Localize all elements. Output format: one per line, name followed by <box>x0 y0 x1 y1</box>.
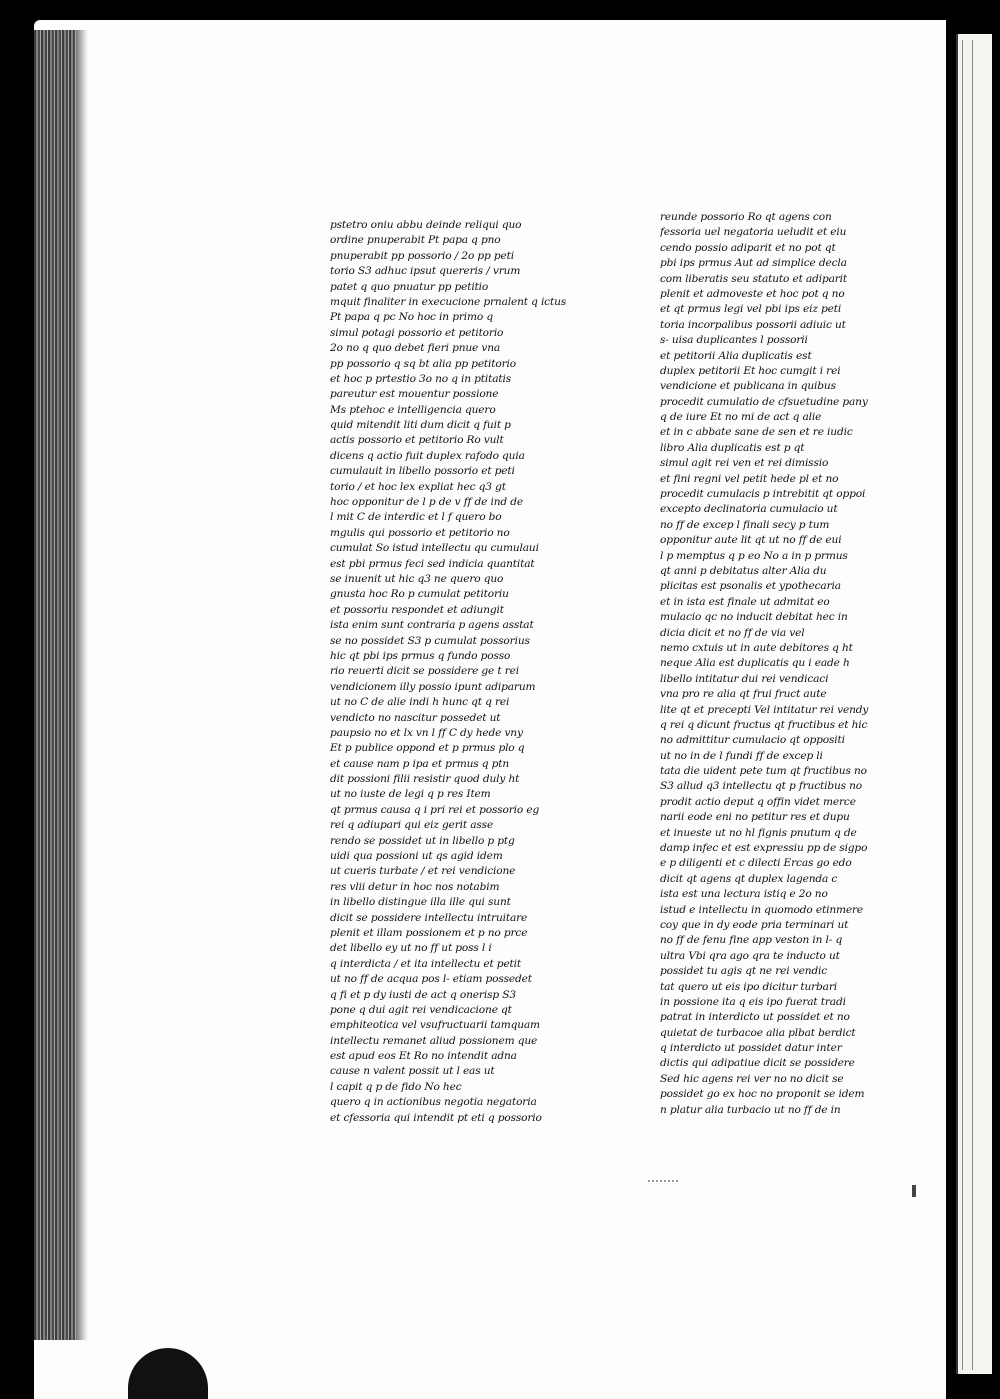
manuscript-line: et petitorii Alia duplicatis est <box>660 349 812 362</box>
manuscript-line: vendicto no nascitur possedet ut <box>330 711 501 724</box>
manuscript-line: q fi et p dy iusti de act q onerisp S3 <box>330 988 516 1001</box>
manuscript-line: et cfessoria qui intendit pt eti q possorio <box>330 1111 542 1124</box>
manuscript-line: torio S3 adhuc ipsut quereris / vrum <box>330 265 521 278</box>
manuscript-line: ut no iuste de legi q p res Item <box>330 788 491 801</box>
manuscript-line: no ff de excep l finali secy p tum <box>660 518 830 531</box>
manuscript-line: plenit et illam possionem et p no prce <box>330 926 528 939</box>
manuscript-line: gnusta hoc Ro p cumulat petitoriu <box>330 588 509 601</box>
manuscript-line: pnuperabit pp possorio / 2o pp peti <box>330 249 514 262</box>
manuscript-line: tata die uident pete tum qt fructibus no <box>660 765 867 778</box>
manuscript-line: in possione ita q eis ipo fuerat tradi <box>660 995 846 1008</box>
manuscript-line: pone q dui agit rei vendicacione qt <box>330 1003 512 1016</box>
manuscript-line: intellectu remanet aliud possionem que <box>330 1034 538 1047</box>
manuscript-line: ista est una lectura istiq e 2o no <box>660 888 828 901</box>
manuscript-line: S3 allud q3 intellectu qt p fructibus no <box>660 780 863 793</box>
manuscript-line: vendicionem illy possio ipunt adiparum <box>330 680 536 693</box>
manuscript-line: rei q adiupari qui eiz gerit asse <box>330 819 494 832</box>
manuscript-line: Et p publice oppond et p prmus plo q <box>330 742 525 755</box>
manuscript-line: pstetro oniu abbu deinde reliqui quo <box>330 219 522 231</box>
manuscript-line: istud e intellectu in quomodo etinmere <box>660 903 864 916</box>
manuscript-line: res vlii detur in hoc nos notabim <box>330 880 500 893</box>
manuscript-line: simul potagi possorio et petitorio <box>330 326 504 339</box>
manuscript-line: et in c abbate sane de sen et re iudic <box>660 426 853 439</box>
manuscript-line: narii eode eni no petitur res et dupu <box>660 811 850 824</box>
manuscript-line: dicit qt agens qt duplex lagenda c <box>660 872 838 885</box>
manuscript-line: se inuenit ut hic q3 ne quero quo <box>330 572 504 585</box>
manuscript-line: torio / et hoc lex expliat hec q3 gt <box>330 480 506 493</box>
manuscript-line: quid mitendit liti dum dicit q fuit p <box>330 419 511 432</box>
manuscript-line: coy que in dy eode pria terminari ut <box>660 918 849 931</box>
manuscript-line: ultra Vbi qra ago qra te inducto ut <box>660 949 840 962</box>
manuscript-line: hoc opponitur de l p de v ff de ind de <box>330 496 523 509</box>
manuscript-line: ut no ff de acqua pos l- etiam possedet <box>330 973 532 986</box>
manuscript-line: mgulis qui possorio et petitorio no <box>330 526 510 539</box>
manuscript-line: no ff de fenu fine app veston in l- q <box>660 934 843 947</box>
manuscript-line: dicia dicit et no ff de via vel <box>660 626 805 639</box>
manuscript-line: est pbi prmus feci sed indicia quantitat <box>330 557 535 570</box>
manuscript-line: ordine pnuperabit Pt papa q pno <box>330 234 501 247</box>
manuscript-line: cumulauit in libello possorio et peti <box>330 465 515 478</box>
manuscript-line: actis possorio et petitorio Ro vult <box>330 434 504 447</box>
manuscript-line: pp possorio q sq bt alia pp petitorio <box>330 357 516 370</box>
manuscript-line: hic qt pbi ips prmus q fundo posso <box>330 649 511 662</box>
right-text-column <box>660 210 928 1118</box>
manuscript-line: dicit se possidere intellectu intruitare <box>330 911 528 924</box>
manuscript-line: 2o no q quo debet fieri pnue vna <box>330 342 501 355</box>
right-edge-line <box>972 40 973 1370</box>
manuscript-line: lite qt et precepti Vel intitatur rei vendy <box>660 703 869 716</box>
manuscript-line: ut no C de alie indi h hunc qt q rei <box>330 696 510 709</box>
manuscript-line: excepto declinatoria cumulacio ut <box>660 503 838 516</box>
manuscript-line: duplex petitorii Et hoc cumgit i rei <box>660 364 841 377</box>
manuscript-line: et hoc p prtestio 3o no q in ptitatis <box>330 372 512 385</box>
manuscript-line: q interdicta / et ita intellectu et petit <box>330 957 522 970</box>
manuscript-line: tat quero ut eis ipo dicitur turbari <box>660 980 838 993</box>
manuscript-line: neque Alia est duplicatis qu i eade h <box>660 657 850 670</box>
manuscript-line: qt anni p debitatus alter Alia du <box>660 564 827 577</box>
manuscript-line: se no possidet S3 p cumulat possorius <box>330 634 530 647</box>
manuscript-line: cendo possio adiparit et no pot qt <box>660 241 836 254</box>
manuscript-line: paupsio no et lx vn l ff C dy hede vny <box>330 726 523 739</box>
manuscript-line: l capit q p de fido No hec <box>330 1080 462 1093</box>
manuscript-line: procedit cumulatio de cfsuetudine pany <box>660 395 868 408</box>
manuscript-line: damp infec et est expressiu pp de sigpo <box>660 842 868 855</box>
manuscript-line: patrat in interdicto ut possidet et no <box>660 1011 850 1024</box>
manuscript-line: et in ista est finale ut admitat eo <box>660 595 830 608</box>
right-edge-line <box>962 40 963 1370</box>
manuscript-line: cumulat So istud intellectu qu cumulaui <box>330 542 539 555</box>
manuscript-line: toria incorpalibus possorii adiuic ut <box>660 318 846 331</box>
manuscript-line: libro Alia duplicatis est p qt <box>660 441 805 454</box>
manuscript-line: quietat de turbacoe alia plbat berdict <box>660 1026 856 1039</box>
manuscript-line: ista enim sunt contraria p agens asstat <box>330 619 534 632</box>
manuscript-line: simul agit rei ven et rei dimissio <box>660 457 829 470</box>
manuscript-line: possidet go ex hoc no proponit se idem <box>660 1088 865 1101</box>
manuscript-line: et fini regni vel petit hede pl et no <box>660 472 839 485</box>
manuscript-line: cause n valent possit ut l eas ut <box>330 1065 495 1078</box>
manuscript-line: n platur alia turbacio ut no ff de in <box>660 1103 841 1116</box>
manuscript-line: est apud eos Et Ro no intendit adna <box>330 1050 517 1063</box>
manuscript-line: Pt papa q pc No hoc in primo q <box>330 311 493 324</box>
manuscript-line: fessoria uel negatoria ueludit et eiu <box>660 226 847 239</box>
manuscript-line: et qt prmus legi vel pbi ips eiz peti <box>660 303 842 316</box>
manuscript-line: nemo cxtuis ut in aute debitores q ht <box>660 641 853 654</box>
manuscript-line: pareutur est mouentur possione <box>330 388 499 401</box>
manuscript-line: l p memptus q p eo No a in p prmus <box>660 549 848 562</box>
manuscript-line: prodit actio deput q offin videt merce <box>660 795 856 808</box>
manuscript-line: dicens q actio fuit duplex rafodo quia <box>330 449 525 462</box>
manuscript-line: ut cueris turbate / et rei vendicione <box>330 865 516 878</box>
manuscript-line: det libello ey ut no ff ut poss l i <box>330 942 492 955</box>
manuscript-line: emphiteotica vel vsufructuarii tamquam <box>330 1019 540 1032</box>
manuscript-line: e p diligenti et c dilecti Ercas go edo <box>660 857 852 870</box>
manuscript-line: pbi ips prmus Aut ad simplice decla <box>660 257 847 270</box>
manuscript-line: rio reuerti dicit se possidere ge t rei <box>330 665 519 678</box>
gutter-shadow <box>76 30 88 1340</box>
manuscript-line: s- uisa duplicantes l possorii <box>660 334 808 347</box>
manuscript-line: opponitur aute lit qt ut no ff de eui <box>660 534 842 547</box>
manuscript-line: q rei q dicunt fructus qt fructibus et hic <box>660 718 868 731</box>
margin-mark <box>912 1185 916 1197</box>
manuscript-line: l mit C de interdic et l f quero bo <box>330 511 502 524</box>
manuscript-line: et cause nam p ipa et prmus q ptn <box>330 757 510 770</box>
manuscript-line: reunde possorio Ro qt agens con <box>660 211 832 223</box>
left-text-column <box>330 218 600 1126</box>
manuscript-line: q interdicto ut possidet datur inter <box>660 1042 842 1055</box>
manuscript-line: uidi qua possioni ut qs agid idem <box>330 850 503 863</box>
manuscript-line: vna pro re alia qt frui fruct aute <box>660 688 827 701</box>
manuscript-line: procedit cumulacis p intrebitit qt oppoi <box>660 488 866 501</box>
manuscript-line: rendo se possidet ut in libello p ptg <box>330 834 515 847</box>
manuscript-line: quero q in actionibus negotia negatoria <box>330 1096 537 1109</box>
manuscript-line: qt prmus causa q i pri rei et possorio eg <box>330 803 540 816</box>
manuscript-line: Sed hic agens rei ver no no dicit se <box>660 1072 844 1085</box>
manuscript-line: in libello distingue illa ille qui sunt <box>330 896 511 909</box>
manuscript-line: com liberatis seu statuto et adiparit <box>660 272 848 285</box>
manuscript-line: plicitas est psonalis et ypothecaria <box>660 580 841 593</box>
manuscript-line: Ms ptehoc e intelligencia quero <box>330 403 496 416</box>
manuscript-line: no admittitur cumulacio qt oppositi <box>660 734 845 747</box>
manuscript-line: vendicione et publicana in quibus <box>660 380 836 393</box>
manuscript-line: dit possioni filii resistir quod duly ht <box>330 773 520 786</box>
manuscript-line: libello intitatur dui rei vendicaci <box>660 672 829 685</box>
manuscript-line: q de iure Et no mi de act q alie <box>660 411 822 424</box>
manuscript-line: patet q quo pnuatur pp petitio <box>330 280 489 293</box>
page-mark <box>648 1180 678 1182</box>
manuscript-line: possidet tu agis qt ne rei vendic <box>660 965 828 978</box>
manuscript-line: mquit finaliter in execucione prnalent q ictus <box>330 295 567 308</box>
manuscript-line: plenit et admoveste et hoc pot q no <box>660 287 845 300</box>
manuscript-line: et possoriu respondet et adiungit <box>330 603 504 616</box>
manuscript-line: ut no in de l fundi ff de excep li <box>660 749 823 762</box>
manuscript-line: et inueste ut no hl fignis pnutum q de <box>660 826 857 839</box>
manuscript-line: dictis qui adipatiue dicit se possidere <box>660 1057 855 1070</box>
manuscript-line: mulacio qc no inducit debitat hec in <box>660 611 848 624</box>
